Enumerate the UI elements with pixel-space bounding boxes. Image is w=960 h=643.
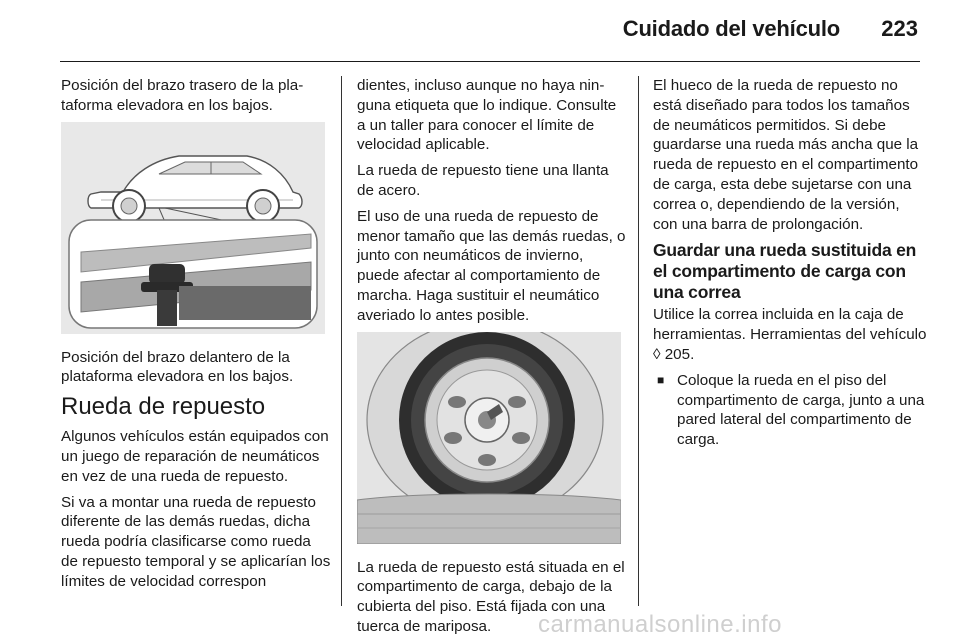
column-divider-right xyxy=(638,76,639,606)
column-1 xyxy=(61,76,331,598)
paragraph-repair-kit: Algunos vehículos están equipados con un juego de reparación de neumáticos en vez de una rueda de repuesto. xyxy=(61,428,329,485)
column-3 xyxy=(653,76,928,450)
bullet-square-icon: ■ xyxy=(657,372,665,387)
figure-spare-wheel-well xyxy=(357,332,621,544)
caption-spare-wheel-location: La rueda de repuesto está situada en el compartimento de carga, debajo de la cubierta del piso. Está fijada con una tuerca de mariposa. xyxy=(357,558,625,635)
paragraph-temporary-spare: Si va a montar una rueda de repuesto diferente de las demás ruedas, dicha rueda podría clasificarse como rueda de repuesto temporal y se aplicarían los límites de velocidad correspon xyxy=(61,493,331,590)
heading-store-with-strap: Guardar una rueda sustituida en el compartimento de carga con una correa xyxy=(653,240,917,303)
paragraph-speed-limit: dientes, incluso aunque no haya ninguna etiqueta que lo indique. Consulte a un taller para conocer el límite de velocidad aplicable. xyxy=(357,77,617,154)
header-rule xyxy=(60,61,920,62)
watermark: carmanualsonline.info xyxy=(538,611,782,638)
paragraph-steel-rim: La rueda de repuesto tiene una llanta de acero. xyxy=(357,162,609,199)
heading-spare-wheel: Rueda de repuesto xyxy=(61,393,266,421)
spare-wheel-illustration xyxy=(357,332,621,544)
page-number: 223 xyxy=(881,16,918,41)
paragraph-use-strap: Utilice la correa incluida en la caja de herramientas. Herramientas del vehículo ◊ 205. xyxy=(653,306,927,363)
paragraph-wheel-well-size: El hueco de la rueda de repuesto no está diseñado para todos los tamaños de neumáticos permitidos. Si debe guardarse una rueda más ancha que la rueda de repuesto en el compartimento de carga, esta debe sujetarse con una correa o, dependiendo de la versión, con una barra de prolongación. xyxy=(653,77,919,233)
bullet-text: Coloque la rueda en el piso del compartimento de carga, junto a una pared lateral del compartimento de carga. xyxy=(677,371,925,449)
caption-rear-lift-arm: Posición del brazo trasero de la plataforma elevadora en los bajos. xyxy=(61,77,304,114)
bullet-item xyxy=(653,371,928,450)
page-header-title: Cuidado del vehículo xyxy=(622,16,840,41)
column-2 xyxy=(357,76,627,643)
column-divider-left xyxy=(341,76,342,606)
car-lift-illustration xyxy=(61,122,325,334)
figure-car-lift-point xyxy=(61,122,325,334)
paragraph-smaller-spare: El uso de una rueda de repuesto de menor tamaño que las demás ruedas, o junto con neumáticos de invierno, puede afectar al comportamiento de marcha. Haga sustituir el neumático averiado lo antes posible. xyxy=(357,207,626,324)
caption-front-lift-arm: Posición del brazo delantero de la plataforma elevadora en los bajos. xyxy=(61,348,294,386)
